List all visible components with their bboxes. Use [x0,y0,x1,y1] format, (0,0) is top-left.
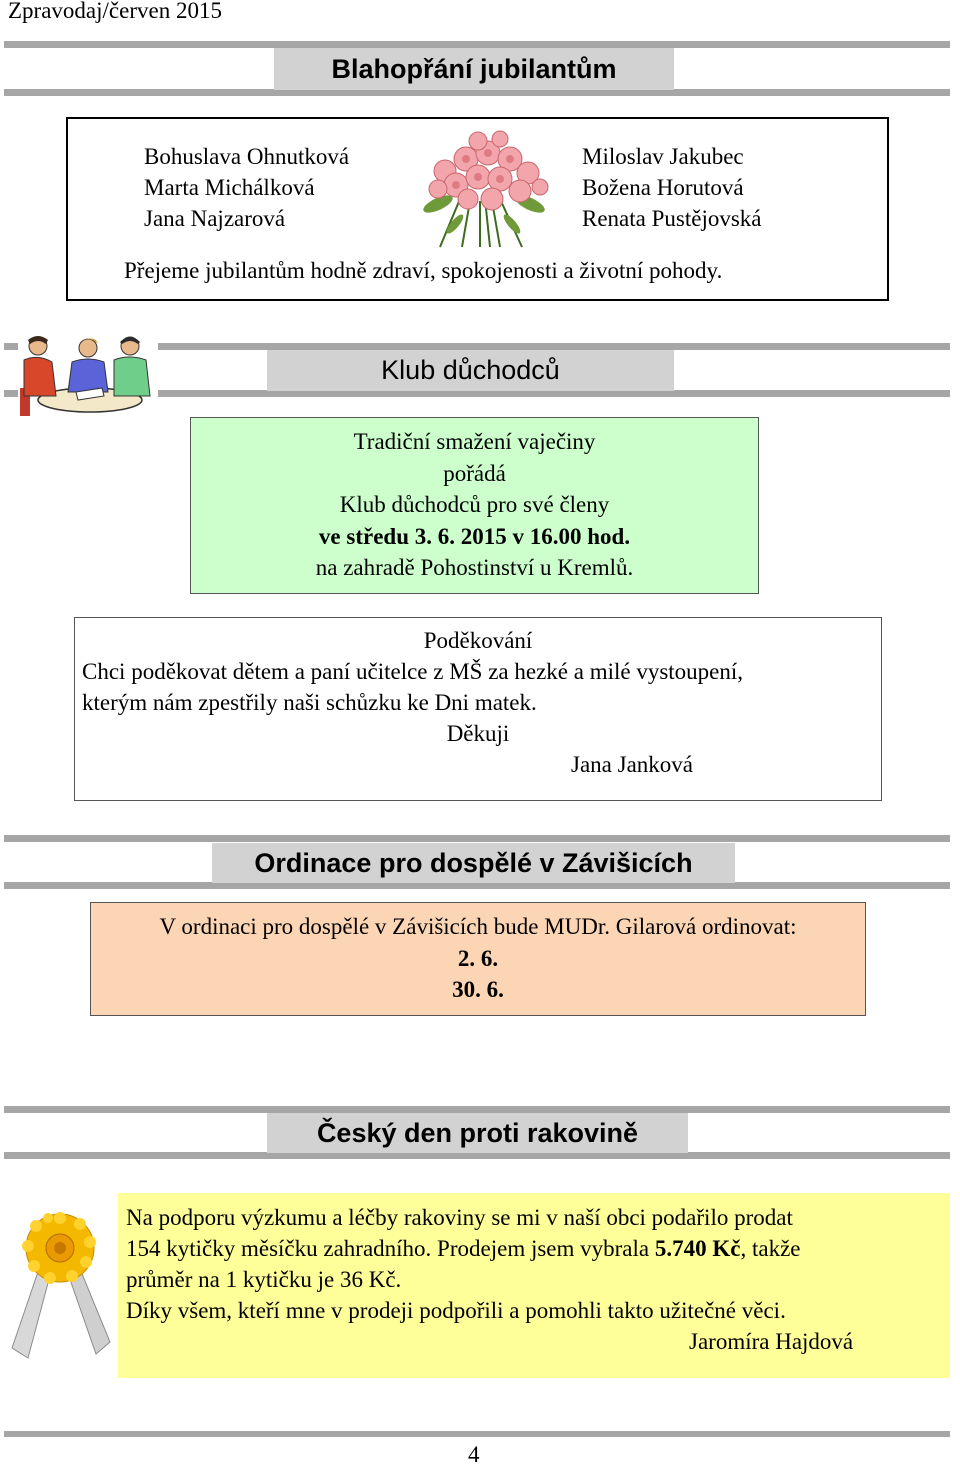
cancer-amount: 5.740 Kč [654,1236,741,1261]
section-rule-top [4,1106,950,1113]
jubilant-name: Jana Najzarová [144,206,286,231]
section-title-jubilee: Blahopřání jubilantům [274,48,674,90]
jubilant-name: Marta Michálková [144,175,315,200]
club-event-place: na zahradě Pohostinství u Kremlů. [315,555,634,580]
flower-bouquet-icon [400,129,570,251]
section-rule-top [4,41,950,48]
cancer-box [118,1193,950,1378]
section-title-club: Klub důchodců [267,350,674,391]
people-at-table-icon [18,330,158,416]
thanks-closing: Děkuji [446,721,510,746]
cancer-text-line [126,1233,950,1264]
newsletter-header: Zpravodaj/červen 2015 [8,0,222,23]
jubilant-name: Božena Horutová [582,175,744,200]
jubilant-name: Miloslav Jakubec [582,144,744,169]
club-event-line: Klub důchodců pro své členy [339,492,610,517]
jubilee-left-names [144,141,349,234]
jubilee-box [66,117,889,301]
thanks-body-line: Chci poděkovat dětem a paní učitelce z MŠ za hezké a milé vystoupení, [82,659,744,684]
section-rule-bottom [4,89,950,96]
thanks-box [74,617,882,801]
thanks-signature: Jana Janková [571,752,693,777]
club-event-box [190,417,759,594]
cancer-text-part: 154 kytičky měsíčku zahradního. Prodejem jsem vybrala [126,1236,655,1261]
club-event-line: Tradiční smažení vaječiny [353,429,596,454]
cancer-text-line: Díky všem, kteří mne v prodeji podpořili a pomohli takto užitečné věci. [126,1298,786,1323]
jubilant-name: Renata Pustějovská [582,206,762,231]
calendula-ribbon-icon [6,1208,116,1368]
jubilant-name: Bohuslava Ohnutková [144,144,350,169]
thanks-heading: Poděkování [423,628,533,653]
thanks-body-line: kterým nám zpestřily naši schůzku ke Dni matek. [82,690,537,715]
section-title-cancer: Český den proti rakovině [267,1113,688,1153]
jubilee-right-names [582,141,762,234]
section-title-clinic: Ordinace pro dospělé v Závišicích [212,843,735,883]
section-rule-bottom [4,882,950,889]
club-event-date: ve středu 3. 6. 2015 v 16.00 hod. [318,523,631,549]
cancer-text-line: průměr na 1 kytičku je 36 Kč. [126,1267,402,1292]
clinic-box [90,902,866,1016]
page-number: 4 [468,1442,480,1467]
cancer-text-part: , takže [740,1236,801,1261]
clinic-date: 30. 6. [452,977,504,1002]
jubilee-wish: Přejeme jubilantům hodně zdraví, spokojenosti a životní pohody. [124,258,723,283]
club-event-line: pořádá [443,460,506,486]
clinic-text: V ordinaci pro dospělé v Závišicích bude MUDr. Gilarová ordinovat: [159,914,797,939]
footer-rule [4,1431,950,1437]
cancer-signature: Jaromíra Hajdová [689,1329,854,1354]
cancer-text-line: Na podporu výzkumu a léčby rakoviny se mi v naší obci podařilo prodat [126,1205,793,1230]
clinic-date: 2. 6. [457,945,499,971]
section-rule-top [4,835,950,842]
section-rule-bottom [4,1152,950,1159]
